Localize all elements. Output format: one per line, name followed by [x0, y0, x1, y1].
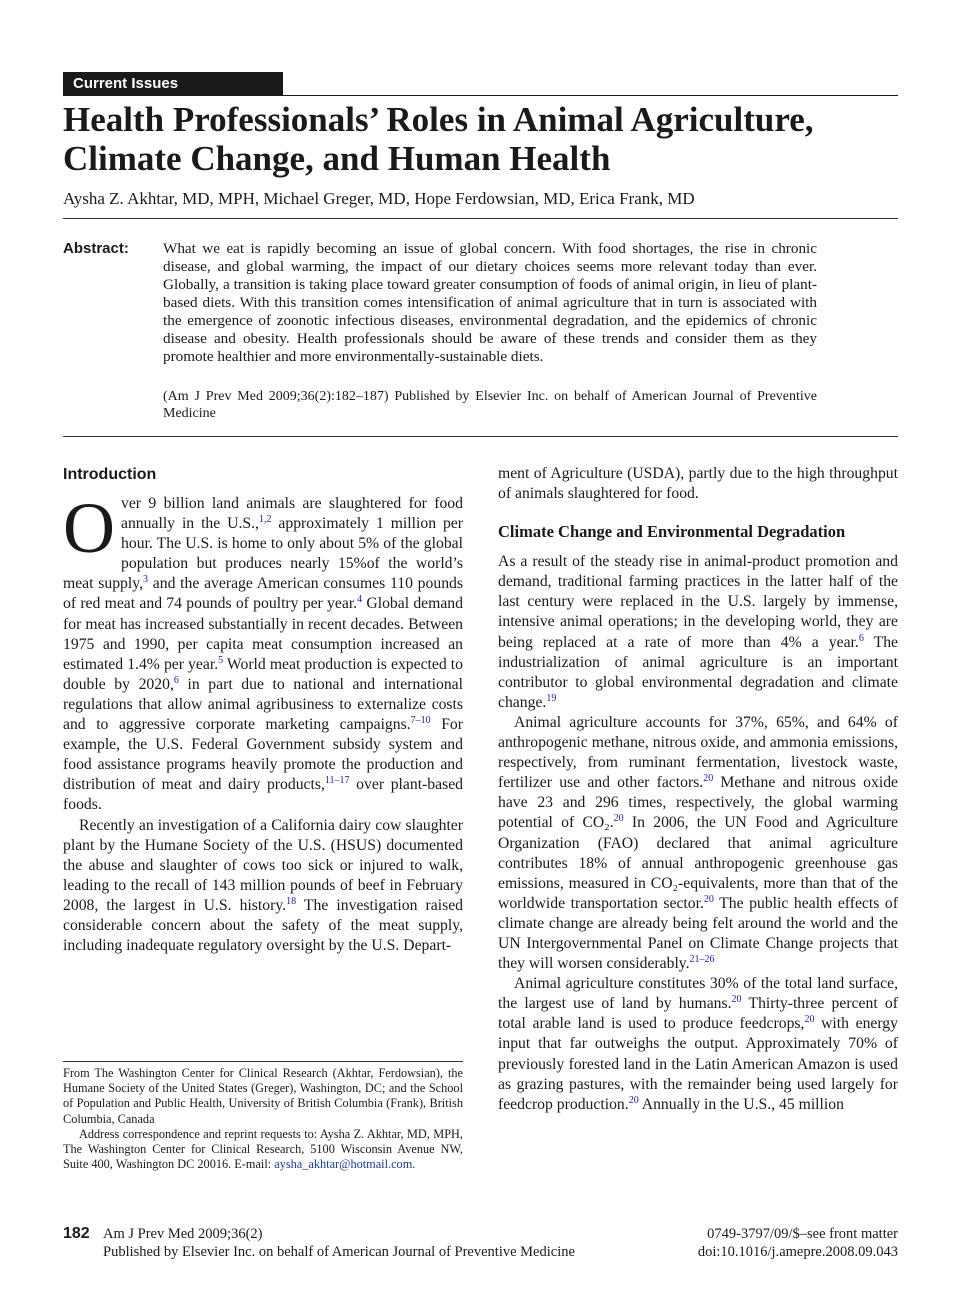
page-number: 182 [63, 1225, 90, 1242]
correspondence-note [63, 1127, 463, 1173]
header-rule [63, 218, 898, 219]
section-label: Current Issues [63, 72, 283, 96]
reference-marker[interactable]: 18 [286, 895, 297, 907]
publisher-note: Published by Elsevier Inc. on behalf of American Journal of Preventive Medicine [103, 1244, 575, 1260]
climate-heading: Climate Change and Environmental Degradation [498, 522, 846, 542]
reference-marker[interactable]: 11–17 [324, 775, 350, 787]
reference-marker[interactable]: 20 [703, 773, 714, 785]
title-line-1: Health Professionals’ Roles in Animal Agriculture, [63, 100, 814, 139]
reference-marker[interactable]: 20 [731, 994, 742, 1006]
intro-paragraph-1 [63, 488, 464, 816]
reference-marker[interactable]: 5 [218, 654, 224, 666]
affiliation-note: From The Washington Center for Clinical Research (Akhtar, Ferdowsian), the Humane Society of the United States (Greger), Washington, DC; and the School of Population and Public Health, University of British Columbia (Frank), British Columbia, Canada [63, 1066, 463, 1126]
reference-marker[interactable]: 21–26 [689, 954, 715, 966]
reference-marker[interactable]: 20 [804, 1014, 815, 1026]
reference-marker[interactable]: 20 [628, 1094, 639, 1106]
intro-paragraph-2-continued: ment of Agriculture (USDA), partly due to the high throughput of animals slaughtered for food. [498, 465, 898, 503]
author-list: Aysha Z. Akhtar, MD, MPH, Michael Greger, MD, Hope Ferdowsian, MD, Erica Frank, MD [63, 189, 695, 208]
climate-paragraph-3-text: Animal agriculture constitutes 30% of the total land surface, the largest use of land by humans.$^{20}$ Thirty-three percent of total arable land is used to produce feedcrops,$^{20}$ with energy input that far outweighs the output. Approximately 70% of previously forested land in the Latin American Amazon is used as grazing pastures, with the remainder being used largely for feedcrop production.$^{20}$ Annually in the U.S., 45 million [498, 975, 898, 1113]
intro-paragraph-2 [63, 816, 463, 957]
footnote [63, 1066, 463, 1172]
reference-marker[interactable]: 1,2 [258, 514, 272, 526]
reference-marker[interactable]: 3 [143, 574, 148, 586]
doi: doi:10.1016/j.amepre.2008.09.043 [697, 1244, 898, 1260]
reference-marker[interactable]: 20 [703, 893, 714, 905]
reference-marker[interactable]: 20 [613, 813, 624, 825]
abstract-label: Abstract: [63, 240, 129, 257]
correspondence-end: . [412, 1157, 416, 1172]
climate-paragraph-2 [498, 713, 898, 974]
left-column [63, 464, 463, 956]
title-line-2: Climate Change, and Human Health [63, 139, 611, 178]
drop-cap: O [63, 488, 115, 568]
reference-marker[interactable]: 6 [858, 632, 864, 644]
article-title [63, 100, 903, 178]
issn: 0749-3797/09/$–see front matter [707, 1226, 898, 1242]
reference-marker[interactable]: 7–10 [410, 715, 431, 727]
intro-heading: Introduction [63, 466, 157, 483]
climate-paragraph-1-text: As a result of the steady rise in animal-product promotion and demand, traditional farming practices in the latter half of the last century were replaced in the U.S. largely by immense, intensive animal operations; in the developing world, they are being replaced at a rate of more than 4% a year.$^6$ The industrialization of animal agriculture is an important contributor to global environmental degradation and climate change.$^{19}$ [498, 553, 898, 711]
journal-citation: Am J Prev Med 2009;36(2) [103, 1226, 263, 1242]
abstract-citation: (Am J Prev Med 2009;36(2):182–187) Published by Elsevier Inc. on behalf of American Journal of Preventive Medicine [163, 389, 817, 421]
abstract-rule [63, 436, 898, 437]
intro-paragraph-1-text: ver 9 billion land animals are slaughtered for food annually in the U.S.,$^{1,2}$ approximately 1 million per hour. The U.S. is home to only about 5% of the global population but produces nearly 15%of the world’s meat supply,$^3$ and the average American consumes 110 pounds of red meat and 74 pounds of poultry per year.$^4$ Global demand for meat has increased substantially in recent decades. Between 1975 and 1990, per capita meat consumption increased an estimated 1.4% per year.$^5$ World meat production is expected to double by 2020,$^6$ in part due to national and international regulations that allow animal agribusiness to externalize costs and to aggressive corporate marketing campaigns.$^{7-10}$ For example, the U.S. Federal Government subsidy system and food assistance programs heavily promote the production and distribution of meat and dairy products,$^{11-17}$ over plant-based foods. [63, 495, 464, 814]
climate-paragraph-2-text: Animal agriculture accounts for 37%, 65%, and 64% of anthropogenic methane, nitrous oxide, and ammonia emissions, respectively, from ruminant fermentation, livestock waste, fertilizer use and other factors.$^{20}$ Methane and nitrous oxide have 23 and 296 times, respectively, the global warming potential of CO₂.$^{20}$ In 2006, the UN Food and Agriculture Organization (FAO) declared that animal agriculture contributes 18% of annual anthropogenic greenhouse gas emissions, measured in CO₂-equivalents, more than that of the worldwide transportation sector.$^{20}$ The public health effects of climate change are already being felt around the world and the UN Intergovernmental Panel on Climate Change projects that they will worsen considerably.$^{21-26}$ [498, 713, 898, 973]
correspondence-text: Address correspondence and reprint requests to: Aysha Z. Akhtar, MD, MPH, The Washington Center for Clinical Research, 5100 Wisconsin Avenue NW, Suite 400, Washington DC 20016. E-mail: [63, 1126, 463, 1172]
footnote-rule [63, 1061, 463, 1062]
section-rule [283, 95, 898, 96]
climate-paragraph-3 [498, 974, 898, 1115]
reference-marker[interactable]: 19 [546, 692, 557, 704]
reference-marker[interactable]: 4 [357, 594, 363, 606]
intro-paragraph-2-text: Recently an investigation of a California dairy cow slaughter plant by the Humane Society of the U.S. (HSUS) documented the abuse and slaughter of cows too sick or injured to walk, leading to the recall of 143 million pounds of beef in February 2008, the largest in U.S. history.$^{18}$ The investigation raised considerable concern about the safety of the meat supply, including inadequate regulatory oversight by the U.S. Depart- [63, 816, 464, 955]
climate-paragraph-1 [498, 552, 898, 713]
abstract-text: What we eat is rapidly becoming an issue of global concern. With food shortages, the rise in chronic disease, and global warming, the impact of our dietary choices seems more relevant today than ever. Globally, a transition is taking place toward greater consumption of foods of animal origin, in lieu of plant-based diets. With this transition comes intensification of animal agriculture that in turn is associated with the emergence of zoonotic infectious diseases, environmental degradation, and the epidemics of chronic disease and obesity. Health professionals should be aware of these trends and consider them as they promote healthier and more environmentally-sustainable diets. [163, 240, 817, 365]
right-column [498, 464, 898, 1115]
email-link[interactable]: aysha_akhtar@hotmail.com [274, 1157, 413, 1172]
reference-marker[interactable]: 6 [173, 674, 179, 686]
